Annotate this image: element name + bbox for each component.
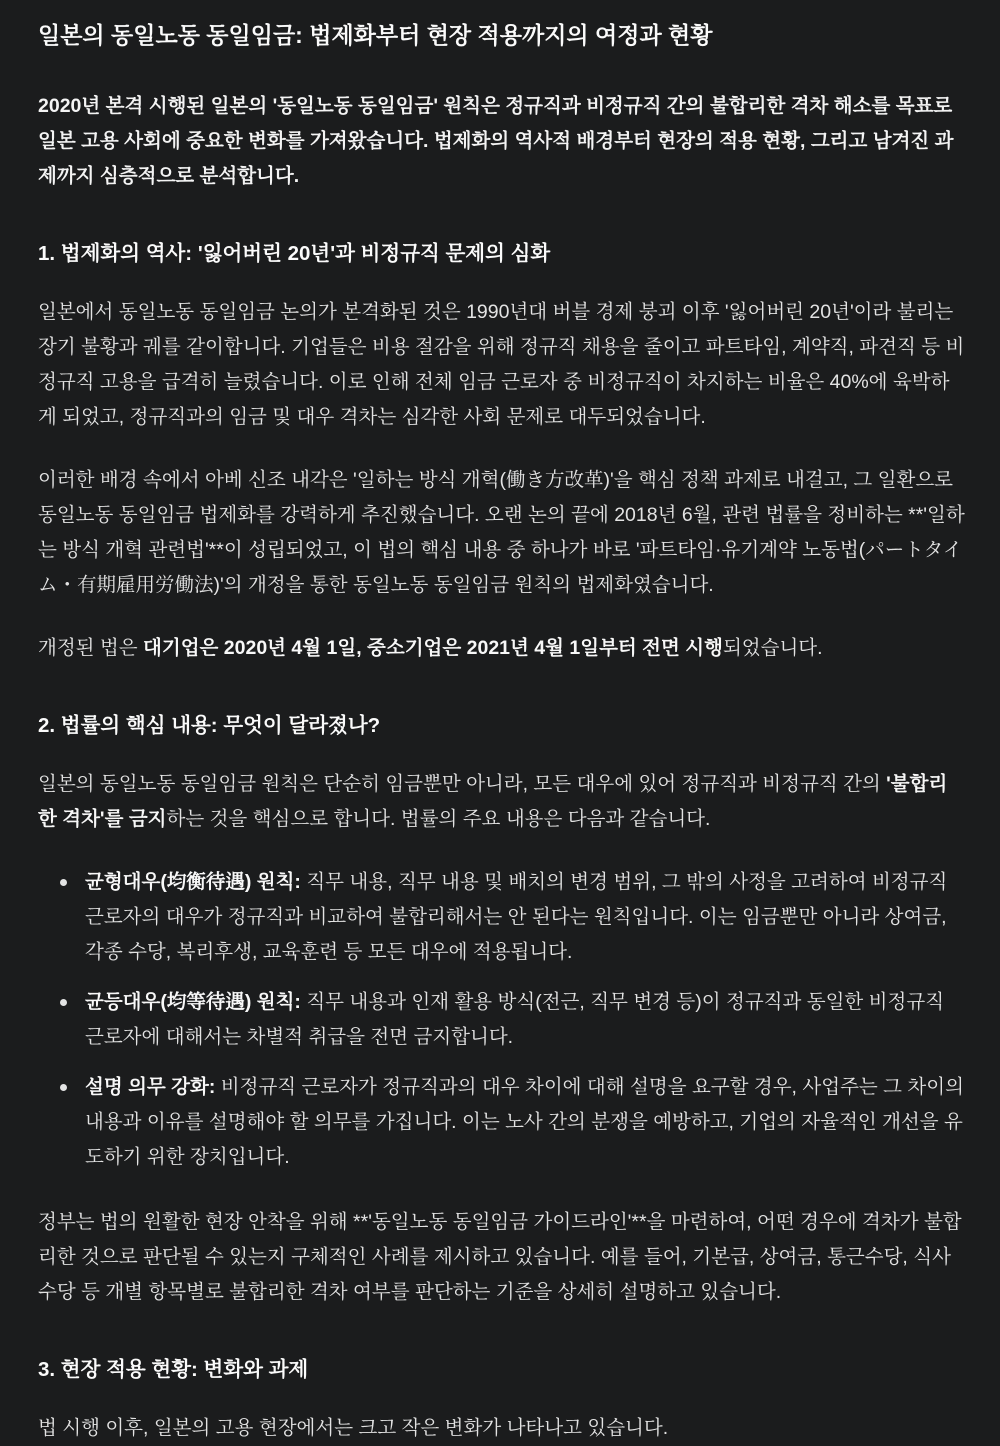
list-item-term: 균등대우(均等待遇) 원칙: [85, 991, 301, 1013]
bullet-icon [60, 999, 67, 1006]
section-1-paragraph-2: 이러한 배경 속에서 아베 신조 내각은 '일하는 방식 개혁(働き方改革)'을 핵심 정책 과제로 내걸고, 그 일환으로 동일노동 동일임금 법제화를 강력하게 추진했습니다. 오랜 논의 끝에 2018년 6월, 관련 법률을 정비하는 **'일하는 방식 개혁 관련법'**이 성립되었고, 이 법의 핵심 내용 중 하나가 바로 '파트타임·유기계약 노동법(パートタイム・有期雇用労働法)'의 개정을 통한 동일노동 동일임금 원칙의 법제화였습니다. [38, 469, 965, 596]
text-run-bold: 대기업은 2020년 4월 1일, 중소기업은 2021년 4월 1일부터 전면 시행 [143, 637, 723, 659]
section-3-paragraph-1: 법 시행 이후, 일본의 고용 현장에서는 크고 작은 변화가 나타나고 있습니다. [38, 1417, 669, 1439]
list-item-term: 설명 의무 강화: [85, 1076, 216, 1098]
text-run: 개정된 법은 [38, 637, 144, 659]
key-points-list [38, 865, 966, 1175]
text-run: 일본의 동일노동 동일임금 원칙은 단순히 임금뿐만 아니라, 모든 대우에 있어 정규직과 비정규직 간의 [38, 773, 887, 795]
article-title: 일본의 동일노동 동일임금: 법제화부터 현장 적용까지의 여정과 현황 [38, 22, 713, 48]
section-2-paragraph-1 [38, 767, 966, 837]
section-2-paragraph-2: 정부는 법의 원활한 현장 안착을 위해 **'동일노동 동일임금 가이드라인'**을 마련하여, 어떤 경우에 격차가 불합리한 것으로 판단될 수 있는지 구체적인 사례를 제시하고 있습니다. 예를 들어, 기본급, 상여금, 통근수당, 식사수당 등 개별 항목별로 불합리한 격차 여부를 판단하는 기준을 상세히 설명하고 있습니다. [38, 1211, 962, 1303]
intro-paragraph: 2020년 본격 시행된 일본의 '동일노동 동일임금' 원칙은 정규직과 비정규직 간의 불합리한 격차 해소를 목표로 일본 고용 사회에 중요한 변화를 가져왔습니다. 법제화의 역사적 배경부터 현장의 적용 현황, 그리고 남겨진 과제까지 심층적으로 분석합니다. [38, 95, 954, 187]
list-item-desc: 비정규직 근로자가 정규직과의 대우 차이에 대해 설명을 요구할 경우, 사업주는 그 차이의 내용과 이유를 설명해야 할 의무를 가집니다. 이는 노사 간의 분쟁을 예방하고, 기업의 자율적인 개선을 유도하기 위한 장치입니다. [85, 1076, 964, 1168]
list-item-explanation-duty [38, 1070, 966, 1175]
list-item-equal-treatment [38, 985, 966, 1055]
section-1-heading: 1. 법제화의 역사: '잃어버린 20년'과 비정규직 문제의 심화 [38, 242, 551, 265]
section-1-paragraph-1: 일본에서 동일노동 동일임금 논의가 본격화된 것은 1990년대 버블 경제 붕괴 이후 '잃어버린 20년'이라 불리는 장기 불황과 궤를 같이합니다. 기업들은 비용 절감을 위해 정규직 채용을 줄이고 파트타임, 계약직, 파견직 등 비정규직 고용을 급격히 늘렸습니다. 이로 인해 전체 임금 근로자 중 비정규직이 차지하는 비율은 40%에 육박하게 되었고, 정규직과의 임금 및 대우 격차는 심각한 사회 문제로 대두되었습니다. [38, 301, 965, 428]
text-run: 하는 것을 핵심으로 합니다. 법률의 주요 내용은 다음과 같습니다. [166, 808, 711, 830]
section-1-paragraph-3 [38, 631, 966, 666]
text-run: 되었습니다. [722, 637, 823, 659]
list-item-desc: 직무 내용, 직무 내용 및 배치의 변경 범위, 그 밖의 사정을 고려하여 비정규직 근로자의 대우가 정규직과 비교하여 불합리해서는 안 된다는 원칙입니다. 이는 임금뿐만 아니라 상여금, 각종 수당, 복리후생, 교육훈련 등 모든 대우에 적용됩니다. [85, 871, 948, 963]
bullet-icon [60, 1084, 67, 1091]
list-item-desc: 직무 내용과 인재 활용 방식(전근, 직무 변경 등)이 정규직과 동일한 비정규직 근로자에 대해서는 차별적 취급을 전면 금지합니다. [85, 991, 945, 1048]
section-2-heading: 2. 법률의 핵심 내용: 무엇이 달라졌나? [38, 714, 381, 737]
section-3-heading: 3. 현장 적용 현황: 변화와 과제 [38, 1358, 309, 1381]
list-item-term: 균형대우(均衡待遇) 원칙: [85, 871, 301, 893]
list-item-balanced-treatment [38, 865, 966, 970]
bullet-icon [60, 879, 67, 886]
text-run-bold: '불합리한 격차'를 금지 [38, 773, 948, 830]
